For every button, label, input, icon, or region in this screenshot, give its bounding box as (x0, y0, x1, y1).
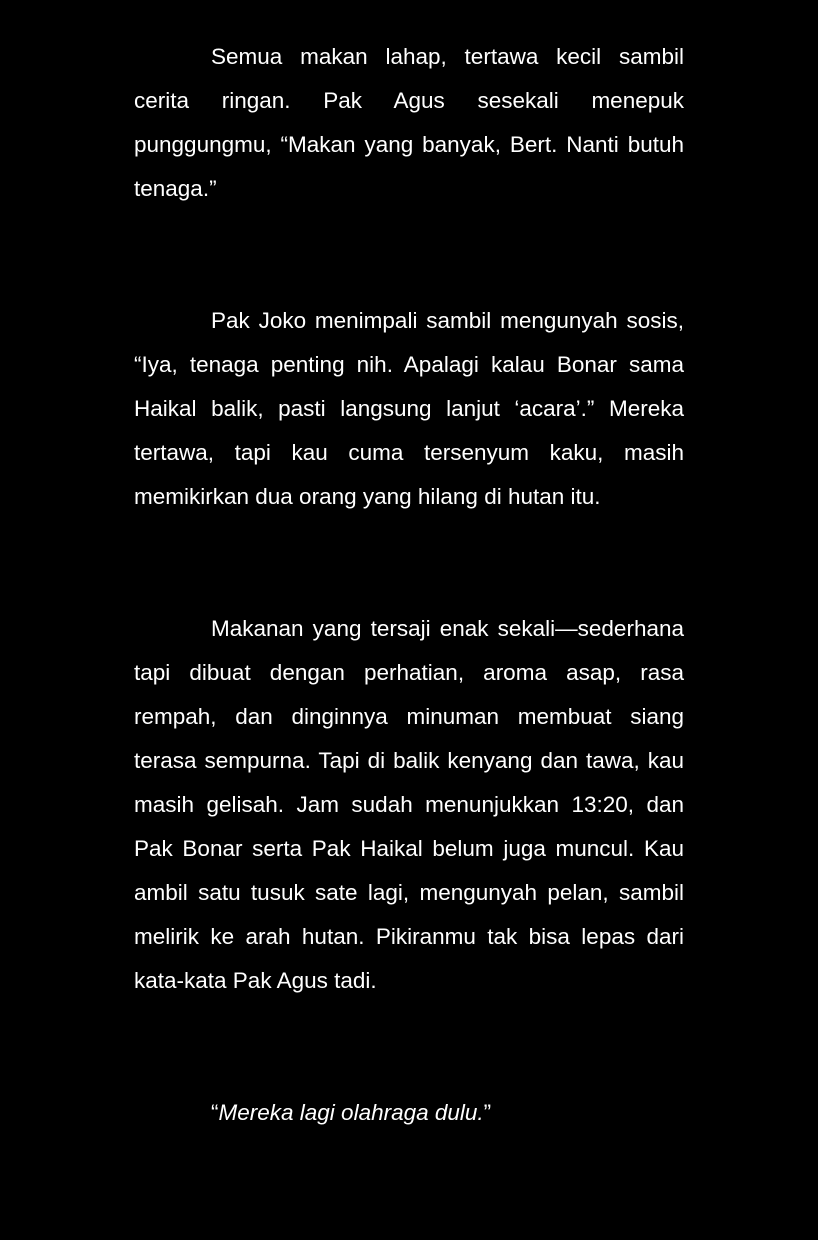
document-page (134, 35, 684, 1135)
quote-text: Mereka lagi olahraga dulu. (218, 1100, 484, 1125)
quote-open-mark: “ (211, 1100, 219, 1125)
quote-close-mark: ” (483, 1100, 492, 1125)
paragraph-gap (134, 519, 684, 607)
paragraph-gap (134, 1003, 684, 1091)
paragraph-1: Semua makan lahap, tertawa kecil sambil cerita ringan. Pak Agus sesekali menepuk punggungmu, “Makan yang banyak, Bert. Nanti butuh tenaga.” (134, 44, 684, 201)
paragraph-2: Pak Joko menimpali sambil mengunyah sosis, “Iya, tenaga penting nih. Apalagi kalau Bonar sama Haikal balik, pasti langsung lanjut ‘acara’.” Mereka tertawa, tapi kau cuma tersenyum kaku, masih memikirkan dua orang yang hilang di hutan itu. (134, 308, 684, 509)
italic-quote (134, 1091, 684, 1135)
paragraph-3: Makanan yang tersaji enak sekali—sederhana tapi dibuat dengan perhatian, aroma asap, rasa rempah, dan dinginnya minuman membuat siang terasa sempurna. Tapi di balik kenyang dan tawa, kau masih gelisah. Jam sudah menunjukkan 13:20, dan Pak Bonar serta Pak Haikal belum juga muncul. Kau ambil satu tusuk sate lagi, mengunyah pelan, sambil melirik ke arah hutan. Pikiranmu tak bisa lepas dari kata-kata Pak Agus tadi. (134, 616, 684, 993)
paragraph-gap (134, 211, 684, 299)
